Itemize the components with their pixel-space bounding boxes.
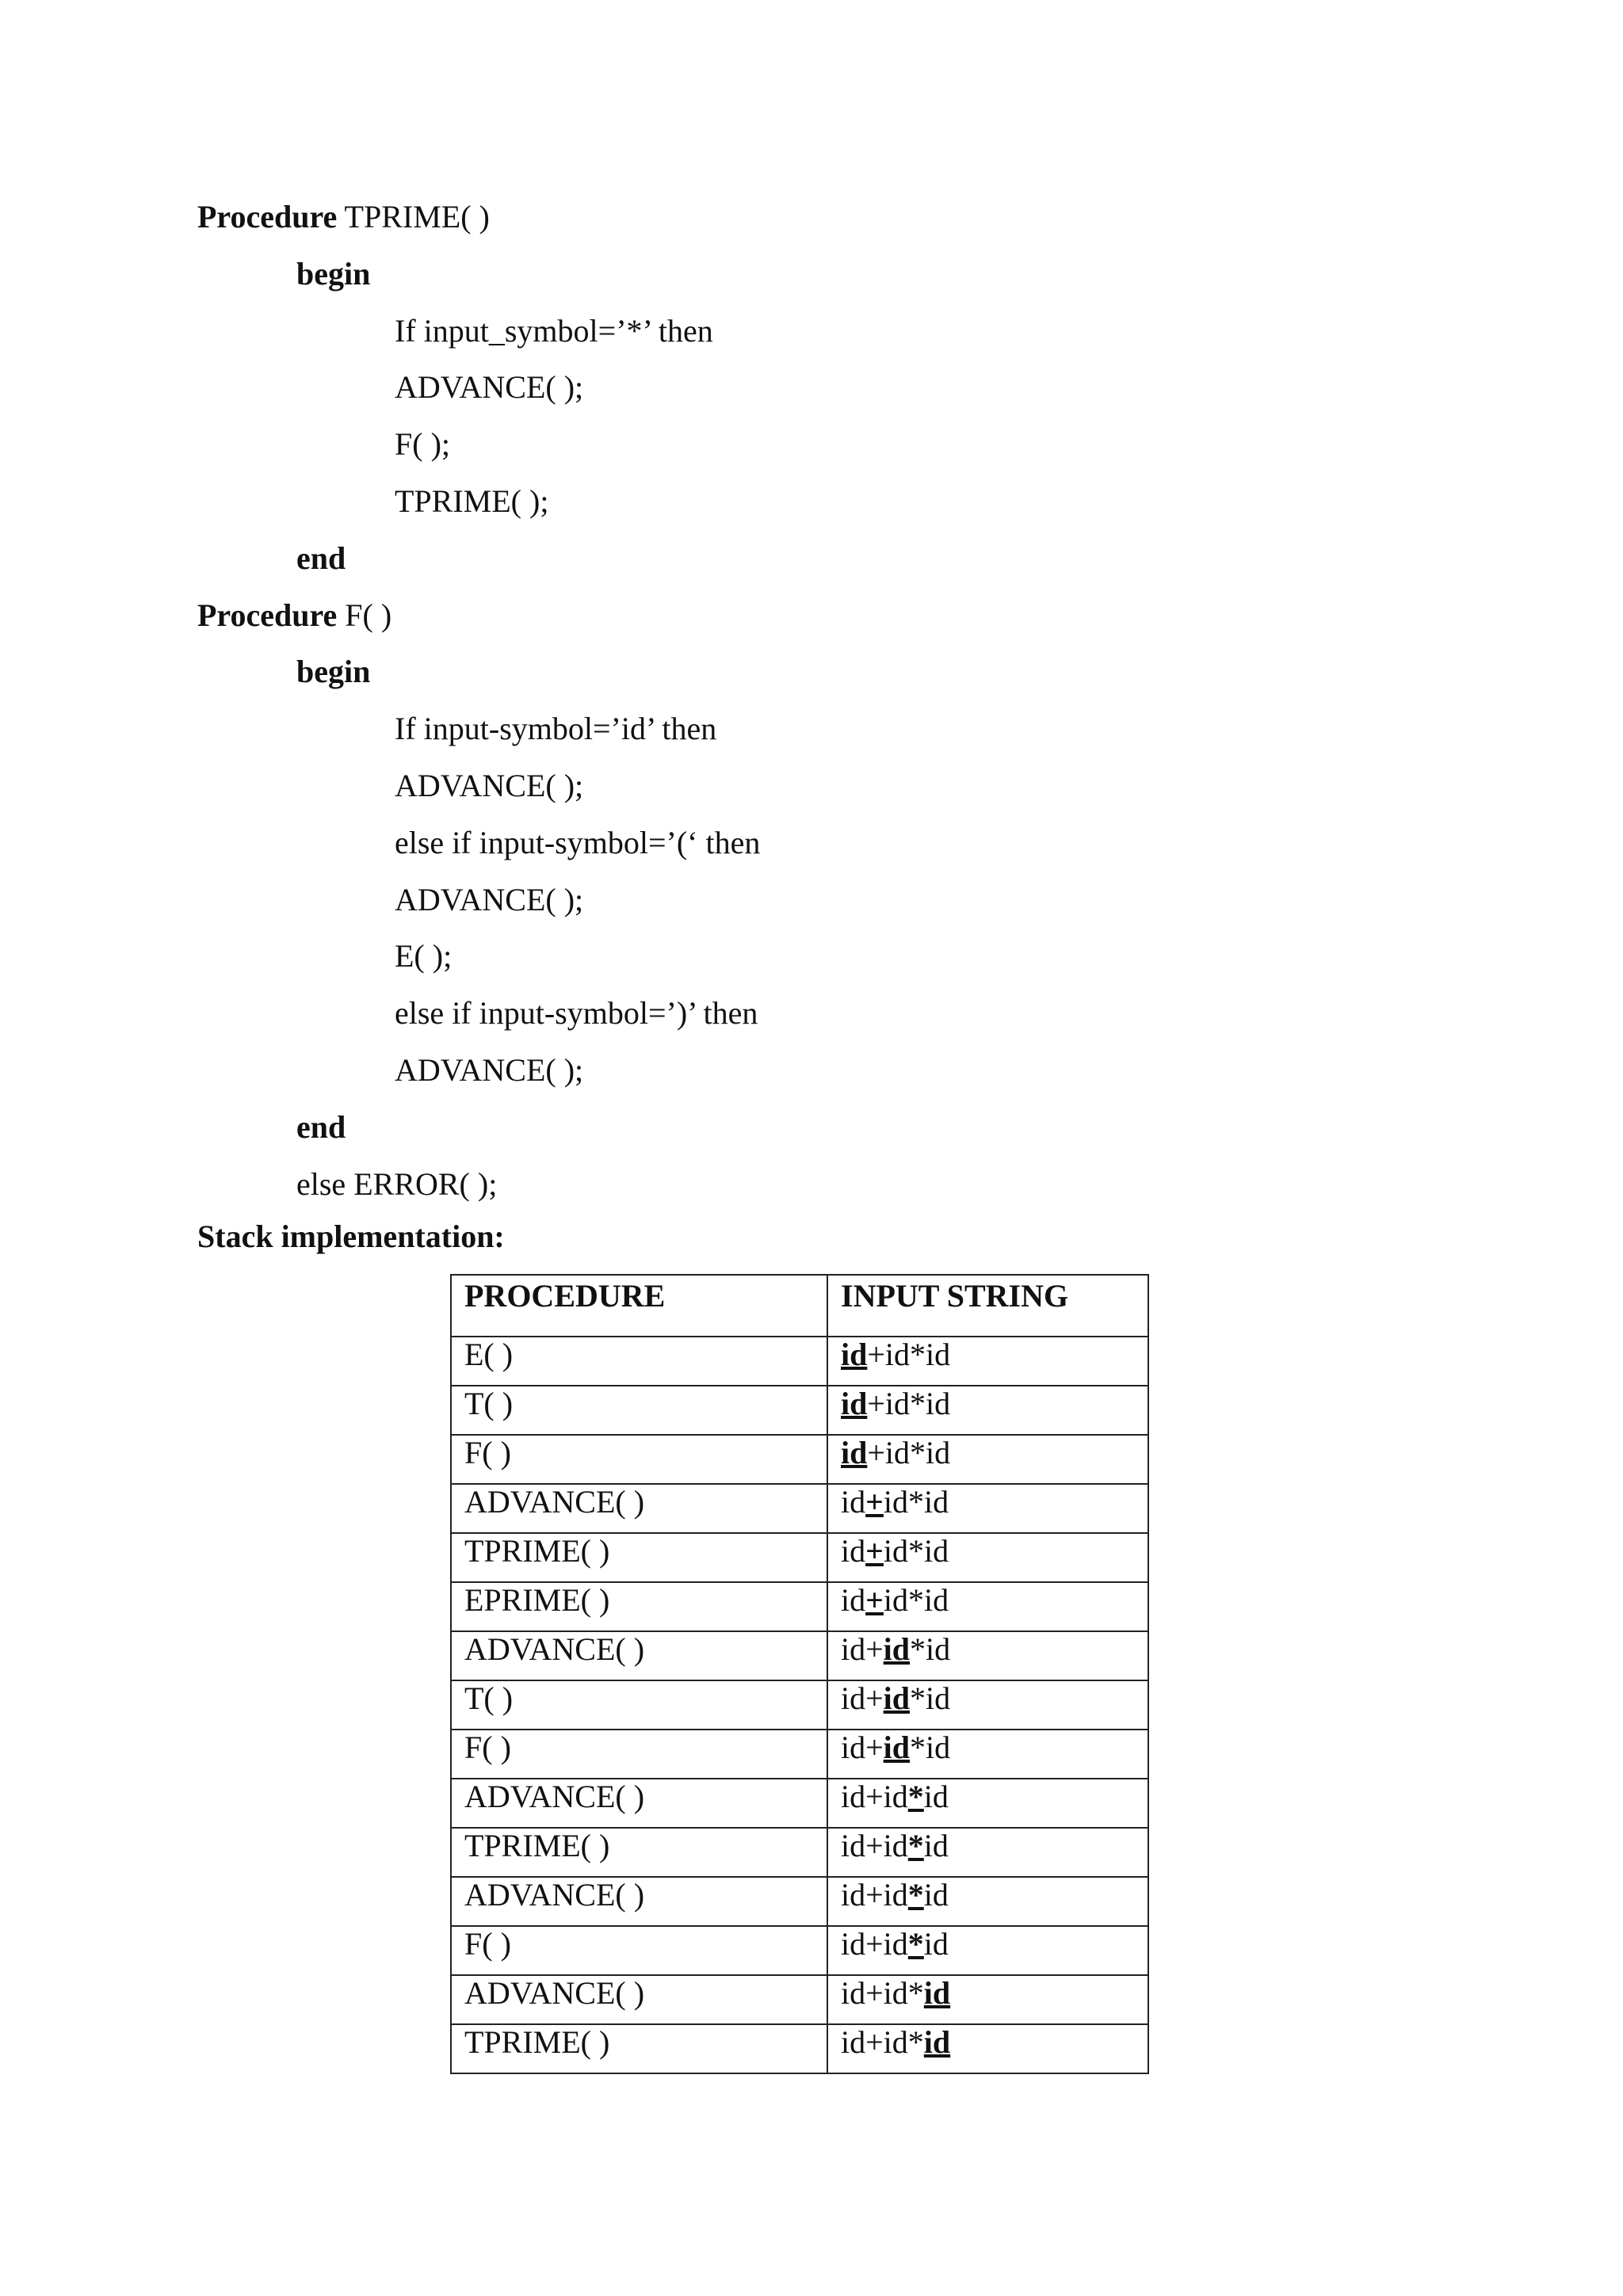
current-symbol-highlight: id [841,1337,868,1372]
input-string-cell [827,1386,1148,1435]
input-string-part: id [841,1484,866,1520]
procedure-cell: TPRIME( ) [451,1828,827,1877]
code-line [197,198,490,236]
current-symbol-highlight: + [865,1533,884,1569]
input-string-cell [827,1631,1148,1680]
code-text: E( ); [395,938,453,974]
code-line [197,597,391,635]
code-line [296,540,346,578]
procedure-cell: F( ) [451,1435,827,1484]
procedure-cell: F( ) [451,1926,827,1975]
code-keyword: end [296,540,346,576]
current-symbol-highlight: + [865,1484,884,1520]
column-header-input-string: INPUT STRING [827,1275,1148,1337]
input-string-part: *id [910,1730,951,1765]
table-row [451,1386,1148,1435]
code-line [296,255,370,293]
code-line [395,881,583,919]
input-string-part: id*id [883,1582,949,1618]
input-string-part: id+id [841,1828,908,1863]
procedure-cell: EPRIME( ) [451,1582,827,1631]
code-text: TPRIME( ); [395,483,549,519]
code-text: ADVANCE( ); [395,882,584,917]
procedure-cell: ADVANCE( ) [451,1877,827,1926]
code-line [395,710,716,748]
input-string-cell [827,2024,1148,2073]
code-line [296,1108,346,1146]
code-text: F( ); [395,426,450,462]
code-line [395,824,760,862]
code-text: else ERROR( ); [296,1166,498,1202]
input-string-part: id*id [883,1533,949,1569]
input-string-part: +id*id [867,1386,951,1421]
table-row [451,1435,1148,1484]
code-text: If input-symbol=’id’ then [395,711,717,746]
code-text: else if input-symbol=’(‘ then [395,825,761,860]
procedure-cell: ADVANCE( ) [451,1779,827,1828]
stack-implementation-table [450,1274,1149,2074]
current-symbol-highlight: id [883,1680,911,1716]
column-header-procedure: PROCEDURE [451,1275,827,1337]
table-row [451,1926,1148,1975]
current-symbol-highlight: * [907,1926,924,1962]
input-string-part: id+id [841,1779,908,1814]
procedure-cell: ADVANCE( ) [451,1631,827,1680]
input-string-part: id+id [841,1877,908,1913]
code-line [395,767,583,805]
table-row [451,1779,1148,1828]
procedure-cell: E( ) [451,1337,827,1386]
input-string-part: id*id [883,1484,949,1520]
input-string-cell [827,1730,1148,1779]
input-string-cell [827,1828,1148,1877]
table-row [451,1975,1148,2024]
code-text: ADVANCE( ); [395,369,584,405]
current-symbol-highlight: * [907,1877,924,1913]
code-text: F( ) [337,597,392,633]
input-string-part: id+id [841,1926,908,1962]
code-line [296,1165,497,1203]
procedure-cell: T( ) [451,1680,827,1730]
table-row [451,1484,1148,1533]
current-symbol-highlight: + [865,1582,884,1618]
input-string-cell [827,1484,1148,1533]
table-row [451,2024,1148,2073]
code-text: TPRIME( ) [337,199,490,235]
current-symbol-highlight: id [841,1435,868,1470]
input-string-part: id+id* [841,1975,924,2011]
code-line [395,1051,583,1089]
current-symbol-highlight: id [923,2024,951,2060]
current-symbol-highlight: id [923,1975,951,2011]
input-string-part: +id*id [867,1435,951,1470]
current-symbol-highlight: id [841,1386,868,1421]
input-string-cell [827,1779,1148,1828]
code-line [296,653,370,691]
code-keyword: begin [296,654,371,689]
code-text: If input_symbol=’*’ then [395,313,713,349]
procedure-cell: ADVANCE( ) [451,1484,827,1533]
input-string-part: id [923,1828,949,1863]
code-line [395,368,583,406]
input-string-cell [827,1435,1148,1484]
code-line [395,312,713,350]
code-line [395,425,450,463]
input-string-cell [827,1582,1148,1631]
code-text: ADVANCE( ); [395,768,584,803]
input-string-cell [827,1337,1148,1386]
code-keyword: begin [296,256,371,292]
table-row [451,1877,1148,1926]
code-line [395,937,452,975]
table-row [451,1631,1148,1680]
procedure-cell: TPRIME( ) [451,1533,827,1582]
table-row [451,1730,1148,1779]
procedure-cell: TPRIME( ) [451,2024,827,2073]
input-string-cell [827,1926,1148,1975]
input-string-part: *id [910,1680,951,1716]
table-row [451,1828,1148,1877]
input-string-part: id+ [841,1631,884,1667]
input-string-part: id+ [841,1730,884,1765]
input-string-part: id [841,1533,866,1569]
procedure-cell: T( ) [451,1386,827,1435]
current-symbol-highlight: id [883,1730,911,1765]
table-row [451,1582,1148,1631]
input-string-part: id [923,1779,949,1814]
input-string-part: id+id* [841,2024,924,2060]
input-string-part: +id*id [867,1337,951,1372]
code-keyword: Procedure [197,199,338,235]
procedure-cell: ADVANCE( ) [451,1975,827,2024]
table-row [451,1337,1148,1386]
input-string-part: id [923,1877,949,1913]
input-string-part: id+ [841,1680,884,1716]
section-heading: Stack implementation: [197,1219,505,1254]
table-row [451,1680,1148,1730]
input-string-part: id [923,1926,949,1962]
procedure-cell: F( ) [451,1730,827,1779]
code-keyword: end [296,1109,346,1145]
current-symbol-highlight: id [883,1631,911,1667]
current-symbol-highlight: * [907,1828,924,1863]
input-string-part: id [841,1582,866,1618]
code-keyword: Procedure [197,597,338,633]
input-string-cell [827,1877,1148,1926]
input-string-part: *id [910,1631,951,1667]
code-text: ADVANCE( ); [395,1052,584,1088]
input-string-cell [827,1533,1148,1582]
table-header-row [451,1275,1148,1337]
code-text: else if input-symbol=’)’ then [395,995,758,1031]
current-symbol-highlight: * [907,1779,924,1814]
input-string-cell [827,1975,1148,2024]
input-string-cell [827,1680,1148,1730]
table-row [451,1533,1148,1582]
code-line [395,482,548,521]
code-line [395,994,758,1032]
